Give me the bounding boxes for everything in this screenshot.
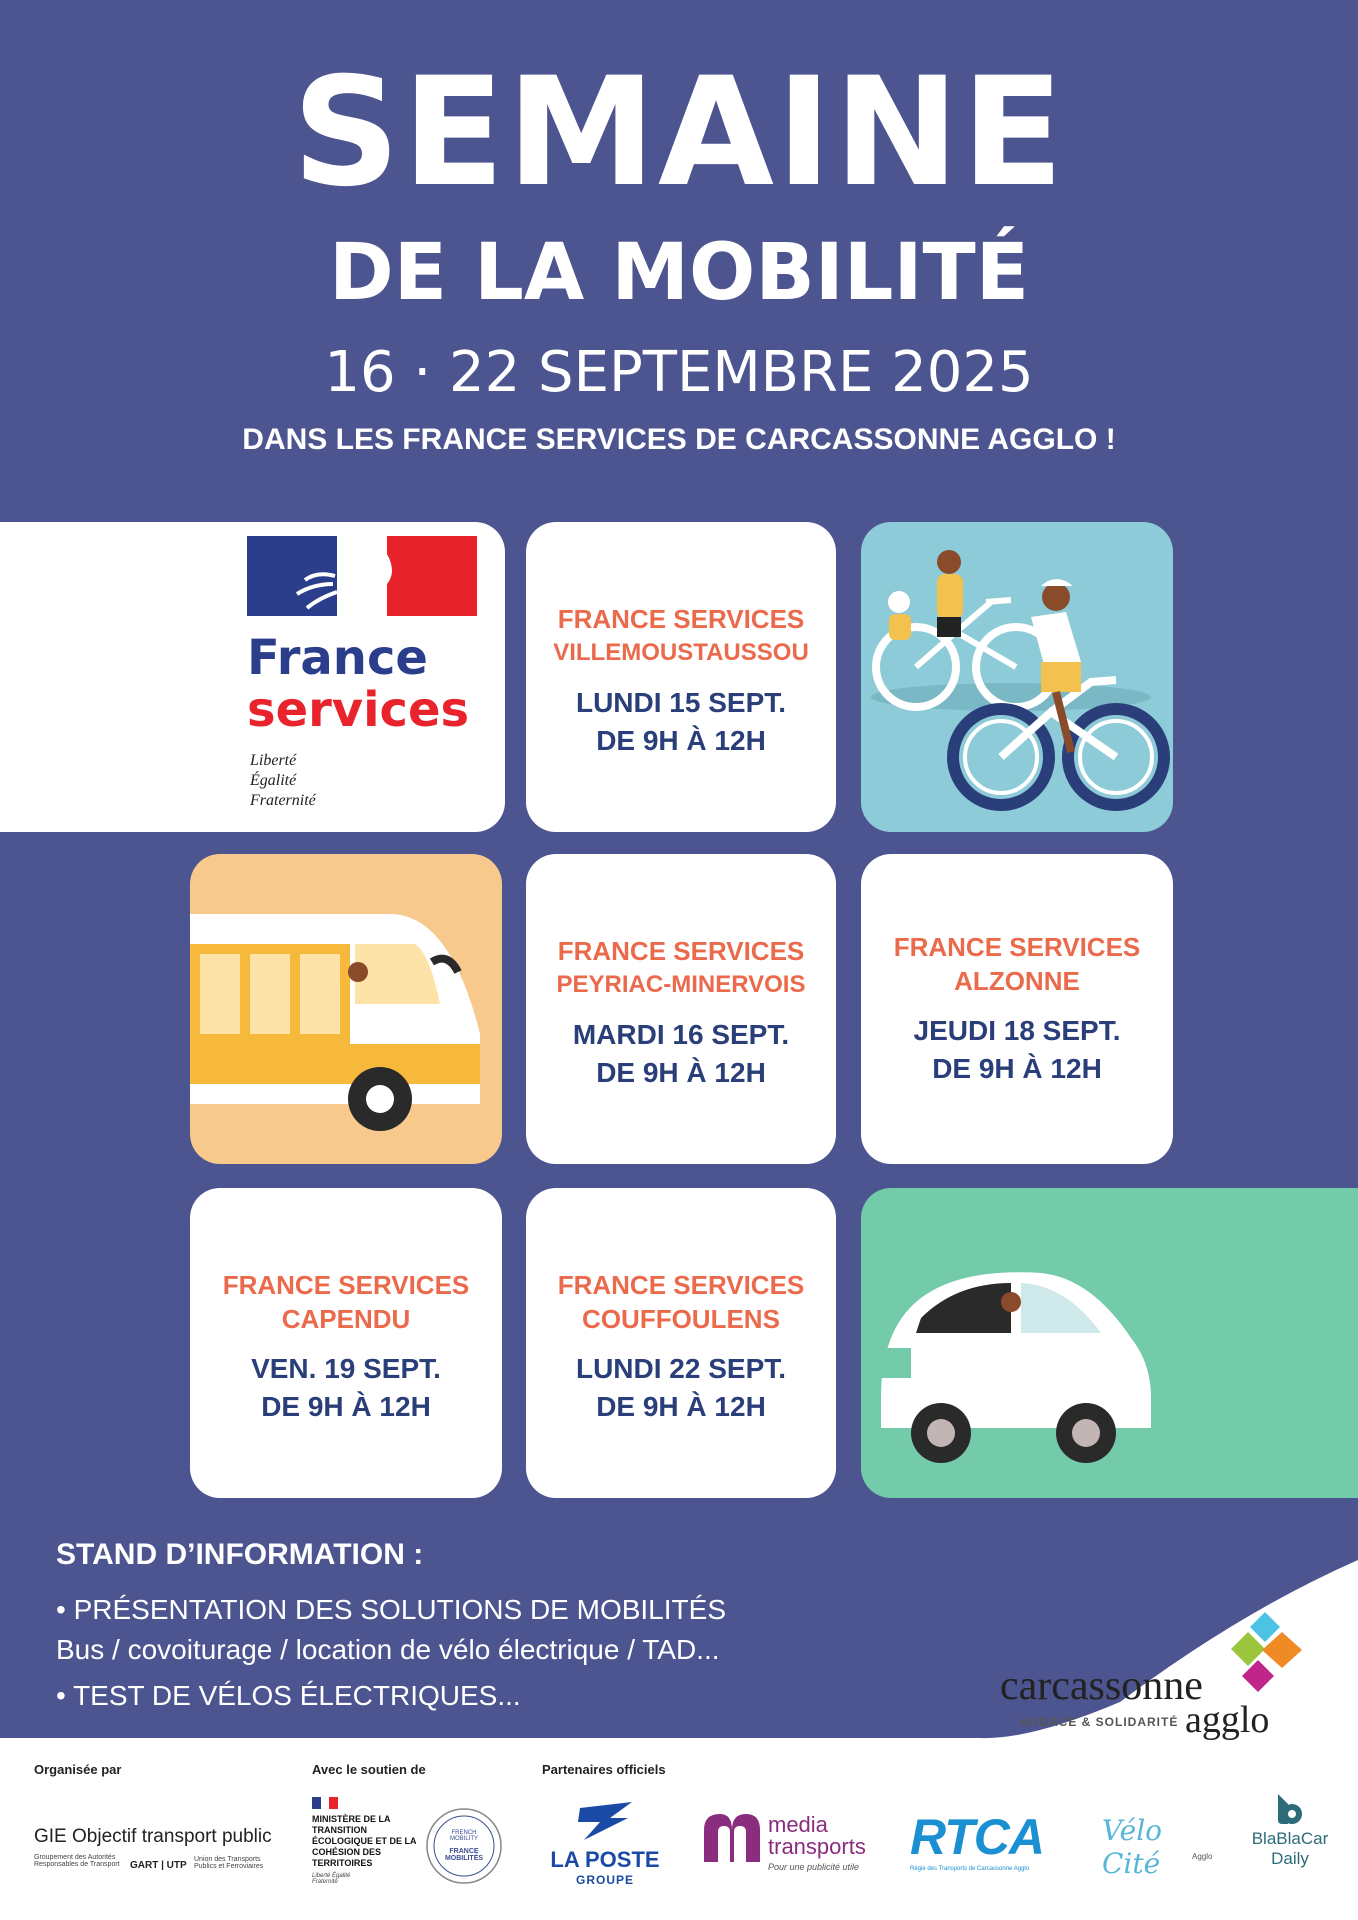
session-town: ALZONNE [954,966,1080,996]
session-town: VILLEMOUSTAUSSOU [553,639,809,666]
session-hours: DE 9H À 12H [596,1391,766,1422]
car-icon [861,1188,1261,1498]
la-poste-groupe: GROUPE [575,1873,634,1887]
session-card [526,1188,836,1498]
gie-name: GIE Objectif transport public [34,1826,272,1847]
gie-sub: Groupement des Autorités Responsables de Transport [34,1854,120,1868]
stand-item-solutions: • PRÉSENTATION DES SOLUTIONS DE MOBILITÉS [56,1594,726,1625]
stand-item-solutions-detail: Bus / covoiturage / location de vélo électrique / TAD... [56,1634,720,1665]
ministry-logo [312,1796,432,1885]
session-date: JEUDI 18 SEPT. [913,1015,1121,1046]
velo-cite-name: Vélo Cité [1102,1814,1163,1880]
rtca-name: RTCA [910,1809,1044,1865]
velo-cite-logo [1102,1814,1222,1880]
cyclists-illustration [861,522,1173,832]
media-transports-m-icon [700,1812,764,1864]
motto-egalite: Égalité [250,772,297,789]
title-semaine: SEMAINE [292,46,1066,220]
transports-word: transports [768,1834,866,1859]
session-hours: DE 9H À 12H [261,1391,431,1422]
event-subtitle: DANS LES FRANCE SERVICES DE CARCASSONNE AGGLO ! [242,423,1116,456]
la-poste-logo [540,1800,670,1887]
motto-fraternite: Fraternité [250,792,316,809]
gart-utp: GART | UTP [130,1860,187,1871]
media-word: media [768,1812,828,1837]
la-poste-bird-icon [570,1800,640,1842]
blablacar-icon [1270,1790,1310,1824]
agglo-name-carcassonne: carcassonne [1000,1663,1203,1709]
gie-logo [34,1826,284,1871]
bus-icon [190,854,502,1164]
bicycle-icon [861,522,1173,832]
session-brand: FRANCE SERVICES [557,604,805,634]
media-sub: Pour une publicité utile [768,1862,860,1872]
la-poste-name: LA POSTE [550,1847,660,1872]
session-brand: FRANCE SERVICES [557,936,805,966]
stand-title: STAND D’INFORMATION : [56,1538,424,1571]
session-town: CAPENDU [281,1304,411,1334]
session-brand: FRANCE SERVICES [222,1270,470,1300]
session-date: LUNDI 22 SEPT. [575,1353,787,1384]
session-card [526,854,836,1164]
session-town: PEYRIAC-MINERVOIS [556,971,806,998]
ministry-motto: Liberté Égalité Fraternité [312,1873,351,1885]
blablacar-daily: Daily [1271,1849,1309,1868]
car-illustration [861,1188,1358,1498]
rtca-logo [910,1808,1080,1872]
session-date: LUNDI 15 SEPT. [575,687,787,718]
session-hours: DE 9H À 12H [596,1057,766,1088]
motto-liberte: Liberté [250,752,297,769]
session-brand: FRANCE SERVICES [893,932,1141,962]
ministry-name: MINISTÈRE DE LA TRANSITION ÉCOLOGIQUE ET DE LA COHÉSION DES TERRITOIRES [312,1814,417,1868]
event-dates: 16 · 22 SEPTEMBRE 2025 [324,340,1034,405]
session-hours: DE 9H À 12H [596,725,766,756]
republic-flag-icon [312,1797,338,1809]
france-mobilites-text: FRANCE MOBILITÉS [444,1848,484,1862]
media-transports-logo [700,1812,890,1872]
title-mobilite: DE LA MOBILITÉ [328,228,1030,318]
session-card [526,522,836,832]
utp-sub: Union des Transports Publics et Ferroviaires [194,1856,264,1870]
agglo-name-agglo: agglo [1185,1699,1270,1741]
footer-label-partners: Partenaires officiels [542,1762,666,1777]
footer-label-organised: Organisée par [34,1762,122,1777]
blablacar-daily-logo [1240,1790,1340,1869]
france-services-logo-tile [0,522,505,832]
session-date: VEN. 19 SEPT. [251,1353,441,1384]
carcassonne-agglo-logo [1000,1610,1330,1750]
session-town: COUFFOULENS [582,1304,780,1334]
session-card [190,1188,502,1498]
agglo-diamonds-icon [1210,1610,1330,1700]
french-mobility-text: FRENCH MOBILITY [449,1830,478,1842]
stand-item-test: • TEST DE VÉLOS ÉLECTRIQUES... [56,1680,521,1711]
blablacar-name: BlaBlaCar [1251,1829,1329,1848]
session-date: MARDI 16 SEPT. [572,1019,790,1050]
session-card [861,854,1173,1164]
france-mobilites-badge-icon [424,1806,504,1886]
velo-cite-sub: Agglo [1192,1852,1213,1861]
bus-illustration [190,854,502,1164]
services-word: services [247,682,470,738]
marianne-flag-icon [247,536,477,630]
session-hours: DE 9H À 12H [932,1053,1102,1084]
france-word: France [247,630,428,686]
agglo-tagline: AUDACE & SOLIDARITÉ [1020,1715,1179,1729]
footer-label-support: Avec le soutien de [312,1762,426,1777]
rtca-sub: Régie des Transports de Carcassonne Agglo [910,1866,1030,1872]
session-brand: FRANCE SERVICES [557,1270,805,1300]
france-mobilites-logo [424,1806,504,1886]
